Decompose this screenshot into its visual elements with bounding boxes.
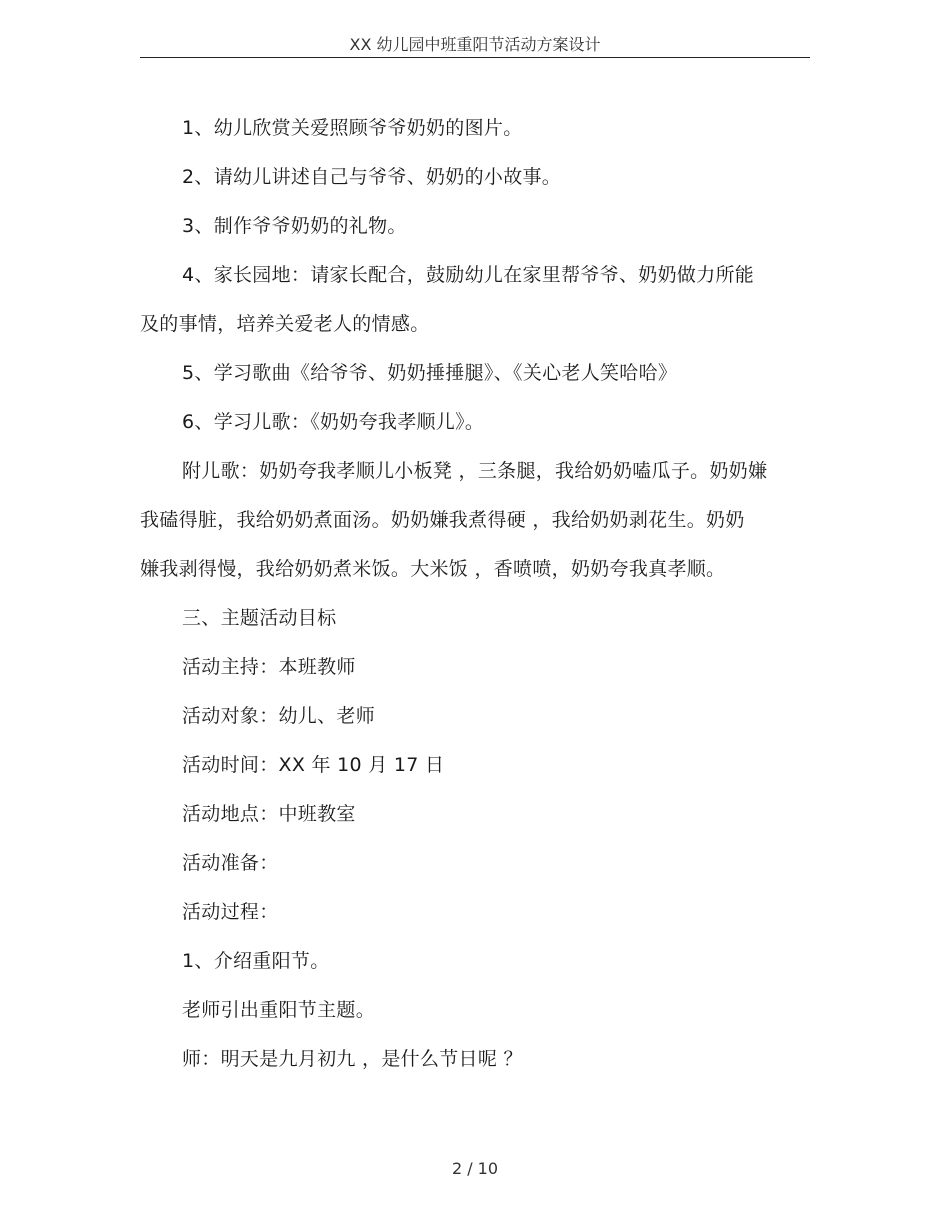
children-song-line-2: 我磕得脏，我给奶奶煮面汤。奶奶嫌我煮得硬 ，我给奶奶剥花生。奶奶 [140,509,745,531]
activity-process: 活动过程： [182,901,279,923]
list-item-2: 2、请幼儿讲述自己与爷爷、奶奶的小故事。 [182,166,562,188]
children-song-line-3: 嫌我剥得慢，我给奶奶煮米饭。大米饭 ，香喷喷，奶奶夸我真孝顺。 [140,558,726,580]
page-number: 2 / 10 [451,1159,499,1178]
activity-target: 活动对象：幼儿、老师 [182,705,376,727]
children-song-line-1: 附儿歌：奶奶夸我孝顺儿小板凳 ，三条腿，我给奶奶嗑瓜子。奶奶嫌 [182,460,768,482]
list-item-6: 6、学习儿歌：《奶奶夸我孝顺儿》。 [182,411,485,433]
children-song [140,447,810,594]
teacher-intro: 老师引出重阳节主题。 [182,999,376,1021]
teacher-question: 师：明天是九月初九 ，是什么节日呢 ？ [182,1048,523,1070]
process-step-1: 1、介绍重阳节。 [182,950,330,972]
activity-preparation: 活动准备： [182,852,279,874]
list-item-1: 1、幼儿欣赏关爱照顾爷爷奶奶的图片。 [182,117,523,139]
activity-host: 活动主持：本班教师 [182,656,356,678]
list-item-4 [140,251,810,349]
header-divider [140,57,810,58]
list-item-3: 3、制作爷爷奶奶的礼物。 [182,215,407,237]
list-item-5: 5、学习歌曲《给爷爷、奶奶捶捶腿》、《关心老人笑哈哈》 [182,362,678,384]
list-item-4-line-2: 及的事情，培养关爱老人的情感。 [140,313,430,335]
document-header-title: XX 幼儿园中班重阳节活动方案设计 [349,35,601,54]
document-body [140,104,810,1084]
list-item-4-line-1: 4、家长园地：请家长配合，鼓励幼儿在家里帮爷爷、奶奶做力所能 [182,264,755,286]
activity-time: 活动时间：XX 年 10 月 17 日 [182,754,445,776]
section-heading-3: 三、主题活动目标 [182,607,337,629]
activity-place: 活动地点：中班教室 [182,803,356,825]
